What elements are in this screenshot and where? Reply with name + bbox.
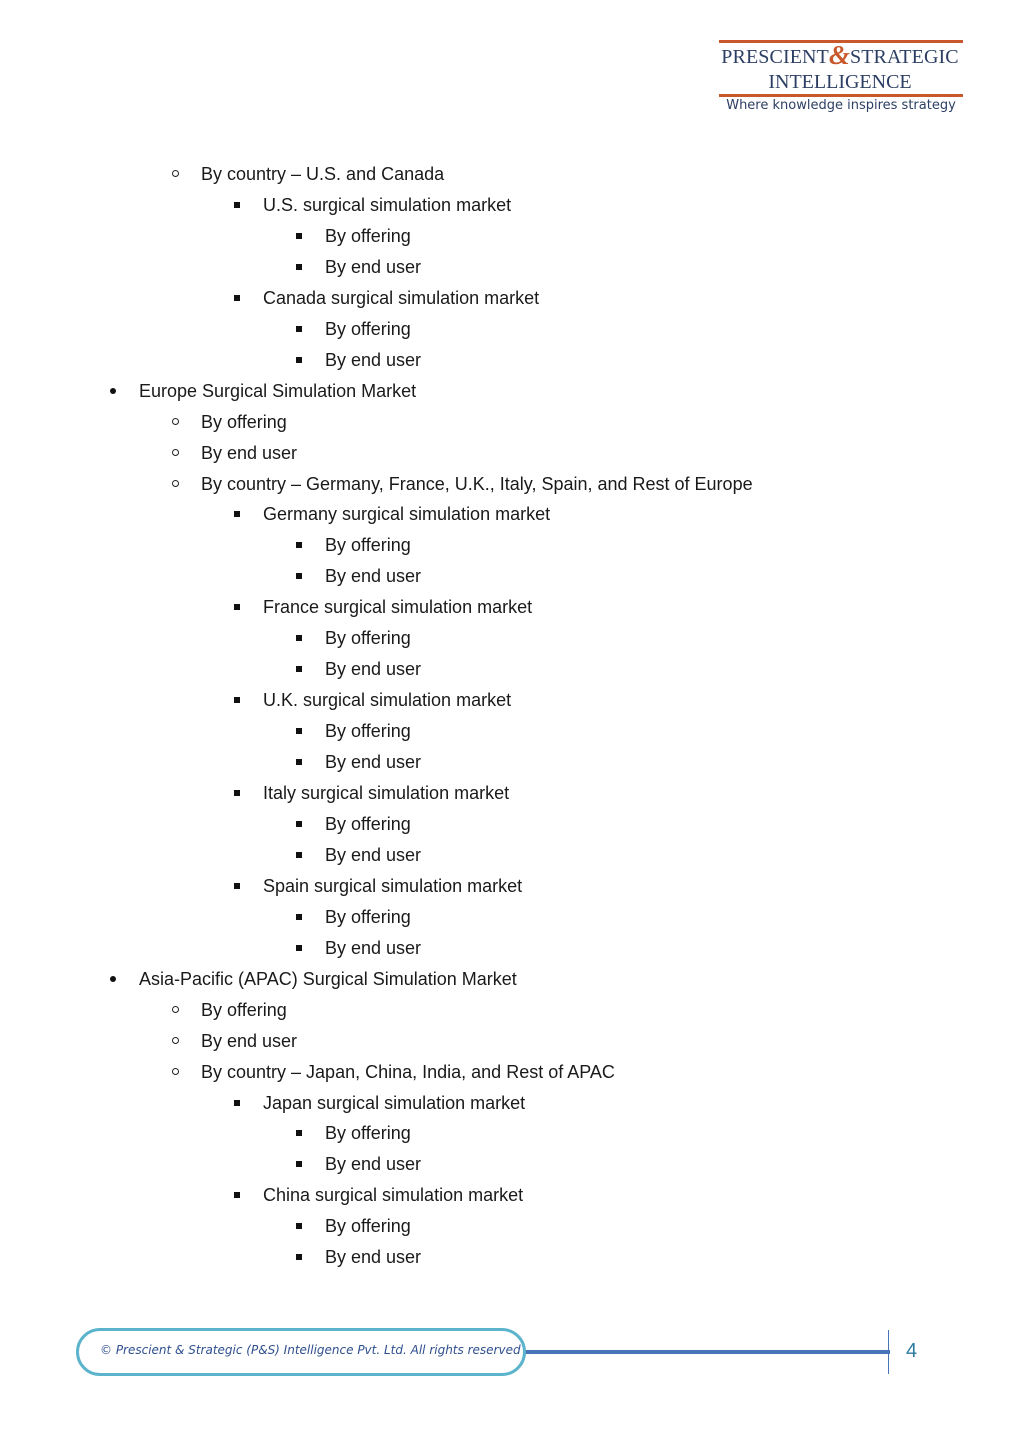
bullet-square-icon [234, 1100, 240, 1106]
logo-word-strategic: STRATEGIC [850, 46, 959, 68]
page-footer [0, 1320, 1024, 1390]
logo-word-prescient: PRESCIENT [721, 46, 829, 68]
outline-item-level-4 [0, 562, 1024, 590]
outline-item-text: By offering [201, 411, 287, 432]
outline-item-text: By end user [325, 256, 422, 277]
bullet-square-icon [296, 357, 302, 363]
bullet-square-icon [296, 233, 302, 239]
outline-item-level-3 [0, 1181, 1024, 1209]
outline-item-text: By end user [325, 844, 422, 865]
outline-item-text: Europe Surgical Simulation Market [139, 380, 417, 401]
outline-item-level-3 [0, 191, 1024, 219]
outline-item-level-4 [0, 222, 1024, 250]
outline-item-text: U.S. surgical simulation market [263, 194, 512, 215]
outline-item-level-4 [0, 748, 1024, 776]
outline-item-text: By end user [325, 1154, 422, 1175]
bullet-square-icon [296, 1223, 302, 1229]
outline-item-level-4 [0, 717, 1024, 745]
outline-item-text: By offering [325, 1123, 411, 1144]
outline-item-text: France surgical simulation market [263, 597, 533, 618]
logo-ampersand: & [828, 40, 850, 70]
bullet-square-icon [296, 1130, 302, 1136]
bullet-square-icon [296, 759, 302, 765]
bullet-square-icon [234, 295, 240, 301]
page-number: 4 [906, 1340, 918, 1362]
bullet-square-icon [234, 511, 240, 517]
outline-item-level-4 [0, 1119, 1024, 1147]
outline-item-text: By end user [325, 349, 422, 370]
outline-item-text: By end user [325, 937, 422, 958]
outline-item-level-4 [0, 253, 1024, 281]
outline-item-text: By offering [325, 813, 411, 834]
outline-item-level-3 [0, 872, 1024, 900]
outline-item-level-3 [0, 686, 1024, 714]
outline-item-level-2 [0, 160, 1024, 188]
outline-item-text: By offering [325, 906, 411, 927]
outline-item-level-4 [0, 655, 1024, 683]
outline-item-level-4 [0, 810, 1024, 838]
outline-item-level-4 [0, 903, 1024, 931]
outline-item-level-2 [0, 1027, 1024, 1055]
outline-item-text: Italy surgical simulation market [263, 783, 510, 803]
logo-word-intelligence: INTELLIGENCE [768, 71, 912, 93]
outline-item-text: Canada surgical simulation market [263, 287, 540, 308]
bullet-square-icon [296, 1254, 302, 1260]
bullet-circle-icon [172, 480, 179, 487]
outline-item-level-3 [0, 779, 1024, 807]
outline-item-level-3 [0, 1089, 1024, 1117]
outline-item-text: Japan surgical simulation market [263, 1092, 526, 1113]
outline-item-level-4 [0, 1243, 1024, 1271]
logo-name-line1 [716, 40, 964, 70]
bullet-circle-icon [172, 1006, 179, 1013]
bullet-square-icon [234, 604, 240, 610]
outline-item-level-3 [0, 500, 1024, 528]
bullet-circle-icon [172, 418, 179, 425]
bullet-circle-icon [172, 449, 179, 456]
outline-item-level-3 [0, 284, 1024, 312]
outline-item-text: By offering [325, 721, 411, 742]
outline-item-level-2 [0, 408, 1024, 436]
bullet-square-icon [296, 666, 302, 672]
bullet-square-icon [234, 202, 240, 208]
outline-item-level-4 [0, 841, 1024, 869]
outline-item-level-4 [0, 315, 1024, 343]
outline-item-text: China surgical simulation market [263, 1185, 524, 1206]
bullet-square-icon [296, 914, 302, 920]
outline-item-text: U.K. surgical simulation market [263, 690, 512, 711]
outline-item-text: Spain surgical simulation market [263, 875, 523, 896]
outline-item-level-2 [0, 1058, 1024, 1086]
bullet-square-icon [234, 883, 240, 889]
outline-item-text: By offering [325, 318, 411, 339]
outline-item-text: By end user [325, 659, 422, 680]
outline-item-text: By offering [325, 535, 411, 556]
outline-item-level-2 [0, 470, 1024, 498]
company-logo [716, 40, 964, 120]
bullet-square-icon [296, 821, 302, 827]
outline-item-text: By end user [325, 566, 422, 587]
outline-item-text: By end user [325, 1247, 422, 1268]
logo-bottom-rule [719, 94, 963, 97]
bullet-disc-icon [110, 388, 116, 394]
bullet-square-icon [296, 573, 302, 579]
bullet-square-icon [296, 1161, 302, 1167]
outline-item-level-3 [0, 593, 1024, 621]
outline-item-text: By country – Germany, France, U.K., Italy, Spain, and Rest of Europe [201, 473, 753, 494]
outline-item-text: By country – U.S. and Canada [201, 164, 445, 184]
bullet-circle-icon [172, 170, 179, 177]
bullet-square-icon [296, 728, 302, 734]
bullet-square-icon [296, 326, 302, 332]
outline-item-level-4 [0, 531, 1024, 559]
logo-tagline: Where knowledge inspires strategy [726, 98, 956, 113]
outline-item-text: By offering [325, 1216, 411, 1237]
bullet-square-icon [296, 264, 302, 270]
bullet-square-icon [296, 852, 302, 858]
outline-item-text: By offering [325, 225, 411, 246]
bullet-square-icon [296, 635, 302, 641]
outline-item-text: By end user [201, 1030, 298, 1051]
outline-item-level-2 [0, 439, 1024, 467]
footer-copyright: © Prescient & Strategic (P&S) Intelligence Pvt. Ltd. All rights reserved [100, 1343, 521, 1357]
outline-item-text: Asia-Pacific (APAC) Surgical Simulation Market [139, 968, 517, 989]
bullet-circle-icon [172, 1068, 179, 1075]
bullet-disc-icon [110, 976, 116, 982]
bullet-square-icon [234, 697, 240, 703]
footer-rule [510, 1350, 890, 1354]
bullet-square-icon [296, 945, 302, 951]
outline-item-text: By end user [325, 752, 422, 773]
bullet-square-icon [234, 790, 240, 796]
outline-item-level-2 [0, 996, 1024, 1024]
bullet-square-icon [296, 542, 302, 548]
bullet-circle-icon [172, 1037, 179, 1044]
outline-item-text: By offering [201, 999, 287, 1020]
outline-item-level-4 [0, 624, 1024, 652]
outline-item-level-4 [0, 934, 1024, 962]
outline-item-text: Germany surgical simulation market [263, 504, 551, 525]
bullet-square-icon [234, 1192, 240, 1198]
outline-item-level-1 [0, 377, 1024, 405]
outline-item-text: By offering [325, 628, 411, 649]
outline-item-level-4 [0, 346, 1024, 374]
outline-item-text: By country – Japan, China, India, and Rest of APAC [201, 1061, 615, 1082]
outline-item-level-4 [0, 1150, 1024, 1178]
outline-item-text: By end user [201, 442, 298, 463]
outline-item-level-4 [0, 1212, 1024, 1240]
outline-item-level-1 [0, 965, 1024, 993]
